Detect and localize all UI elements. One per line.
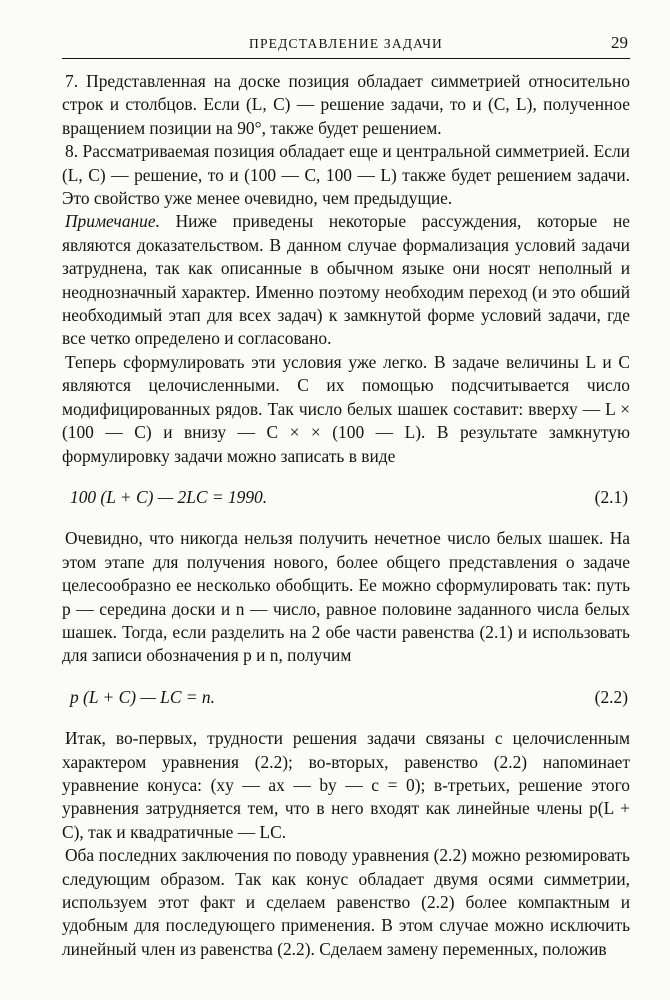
- note-paragraph: [62, 210, 630, 350]
- equation-formula: 100 (L + C) — 2LC = 1990.: [70, 486, 268, 507]
- page-header: [62, 32, 630, 59]
- equation-number: (2.2): [594, 686, 628, 707]
- page-body: [62, 70, 630, 961]
- equation-2-2: [62, 686, 630, 709]
- running-head: ПРЕДСТАВЛЕНИЕ ЗАДАЧИ: [249, 36, 443, 51]
- note-text: Ниже приведены некоторые рассуждения, которые не являются доказательством. В данном случае формализация условий задачи затруднена, так как описанные в обычном языке они носят неполный и неоднозначный характер. Именно поэтому необходим переход (и это обший необходимый этап для всех задач) к замкнутой форме условий задачи, где все четко определено и согласовано.: [62, 211, 630, 349]
- difficulties-paragraph: Итак, во-первых, трудности решения задачи связаны с целочисленным характером уравнения (2.2); во-вторых, равенство (2.2) напоминает уравнение конуса: (xy — ax — by — c = 0); в-третьих, решение этого уравнения затрудняется тем, что в него входят как линейные члены p(L + C), так и квадратичные — LC.: [62, 728, 630, 842]
- equation-number: (2.1): [594, 486, 628, 507]
- note-label: Примечание.: [65, 211, 160, 232]
- generalization-paragraph: Очевидно, что никогда нельзя получить нечетное число белых шашек. На этом этапе для получения нового, более общего представления о задаче целесообразно ее несколько обобщить. Ее можно сформулировать так: путь p — середина доски и n — число, равное половине заданного числа белых шашек. Тогда, если разделить на 2 обе части равенства (2.1) и использовать для записи обозначения p и n, получим: [62, 528, 630, 666]
- equation-formula: p (L + C) — LC = n.: [70, 686, 215, 707]
- formulation-paragraph: Теперь сформулировать эти условия уже легко. В задаче величины L и C являются целочисленными. С их помощью подсчитывается число модифицированных рядов. Так число белых шашек составит: вверху — L × (100 — C) и внизу — C × × (100 — L). В результате замкнутую формулировку задачи можно записать в виде: [62, 351, 630, 466]
- paragraph-item-7: 7. Представленная на доске позиция обладает симметрией относительно строк и столбцов. Если (L, C) — решение задачи, то и (C, L), полученное вращением позиции на 90°, также будет решением.: [62, 71, 630, 138]
- paragraph-item-8: 8. Рассматриваемая позиция обладает еще и центральной симметрией. Если (L, C) — решение, то и (100 — C, 100 — L) также будет решением задачи. Это свойство уже менее очевидно, чем предыдущие.: [62, 141, 630, 209]
- page-number: 29: [611, 33, 628, 52]
- equation-2-1: [62, 486, 630, 509]
- conclusion-paragraph: Оба последних заключения по поводу уравнения (2.2) можно резюмировать следующим образом. Так как конус обладает двумя осями симметрии, используем этот факт и сделаем равенство (2.2) более компактным и удобным для последующего применения. В этом случае можно исключить линейный член из равенства (2.2). Сделаем замену переменных, положив: [62, 845, 630, 959]
